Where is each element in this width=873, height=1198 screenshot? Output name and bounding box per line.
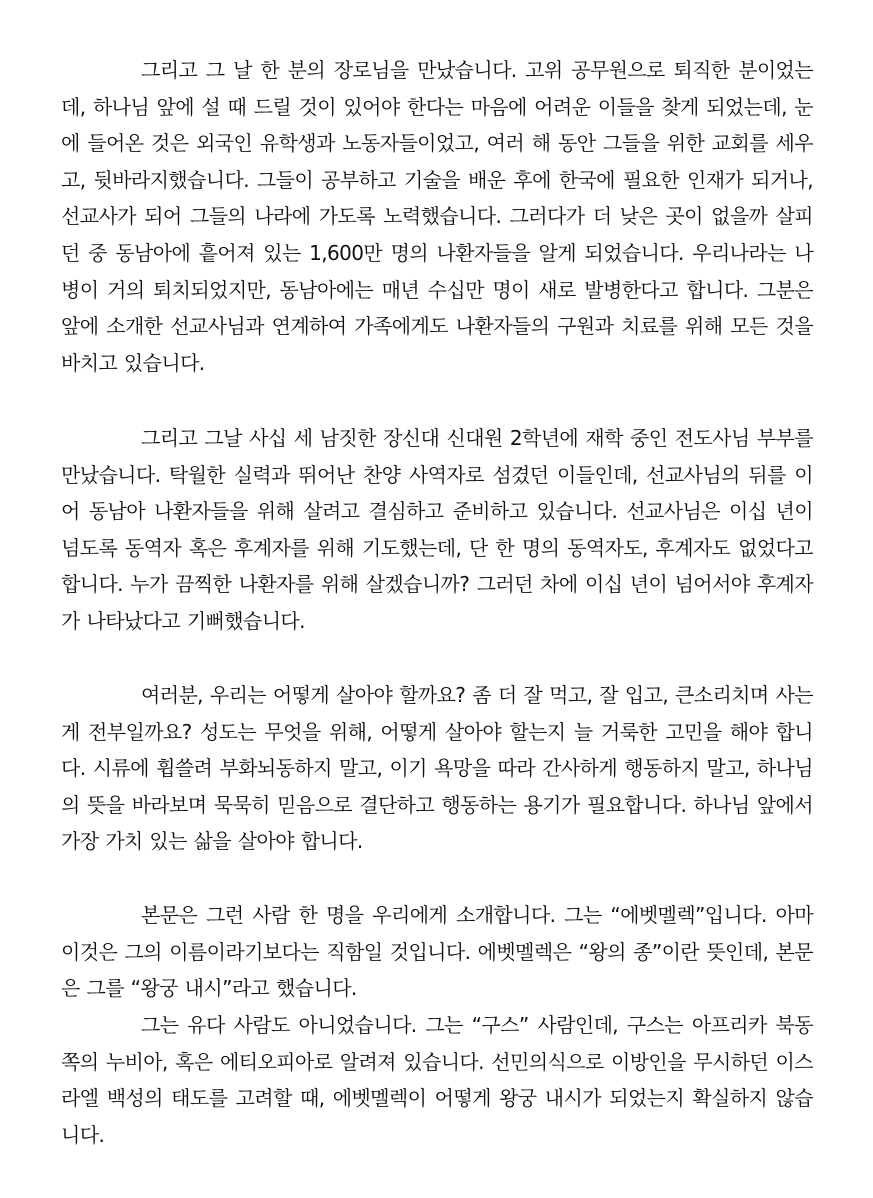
paragraph-ebed-melech-intro: 본문은 그런 사람 한 명을 우리에게 소개합니다. 그는 “에벳멜렉”입니다. 아마 이것은 그의 이름이라기보다는 직함일 것입니다. 에벳멜렉은 “왕의 종”이란 뜻인데, 본문은 그를 “왕궁 내시”라고 했습니다. xyxy=(61,903,813,1001)
paragraph-elder-story: 그리고 그 날 한 분의 장로님을 만났습니다. 고위 공무원으로 퇴직한 분이었는데, 하나님 앞에 설 때 드릴 것이 있어야 한다는 마음에 어려운 이들을 찾게 되었는데, 눈에 들어온 것은 외국인 유학생과 노동자들이었고, 여러 해 동안 그들을 위한 교회를 세우고, 뒷바라지했습니다. 그들이 공부하고 기술을 배운 후에 한국에 필요한 인재가 되거나, 선교사가 되어 그들의 나라에 가도록 노력했습니다. 그러다가 더 낮은 곳이 없을까 살피던 중 동남아에 흩어져 있는 1,600만 명의 나환자들을 알게 되었습니다. 우리나라는 나병이 거의 퇴치되었지만, 동남아에는 매년 수십만 명이 새로 발병한다고 합니다. 그분은 앞에 소개한 선교사님과 연계하여 가족에게도 나환자들의 구원과 치료를 위해 모든 것을 바치고 있습니다. xyxy=(61,58,813,375)
paragraph-evangelist-couple: 그리고 그날 사십 세 남짓한 장신대 신대원 2학년에 재학 중인 전도사님 부부를 만났습니다. 탁월한 실력과 뛰어난 찬양 사역자로 섬겼던 이들인데, 선교사님의 뒤를 이어 동남아 나환자들을 위해 살려고 결심하고 준비하고 있습니다. 선교사님은 이십 년이 넘도록 동역자 혹은 후계자를 위해 기도했는데, 단 한 명의 동역자도, 후계자도 없었다고 합니다. 누가 끔찍한 나환자를 위해 살겠습니까? 그러던 차에 이십 년이 넘어서야 후계자가 나타났다고 기뻐했습니다. xyxy=(61,426,813,633)
paragraph-how-to-live: 여러분, 우리는 어떻게 살아야 할까요? 좀 더 잘 먹고, 잘 입고, 큰소리치며 사는 게 전부일까요? 성도는 무엇을 위해, 어떻게 살아야 할는지 늘 거룩한 고민을 해야 합니다. 시류에 휩쓸려 부화뇌동하지 말고, 이기 욕망을 따라 간사하게 행동하지 말고, 하나님의 뜻을 바라보며 묵묵히 믿음으로 결단하고 행동하는 용기가 필요합니다. 하나님 앞에서 가장 가치 있는 삶을 살아야 합니다. xyxy=(61,683,813,854)
paragraph-cush-origin: 그는 유다 사람도 아니었습니다. 그는 “구스” 사람인데, 구스는 아프리카 북동쪽의 누비아, 혹은 에티오피아로 알려져 있습니다. 선민의식으로 이방인을 무시하던 이스라엘 백성의 태도를 고려할 때, 에벳멜렉이 어떻게 왕궁 내시가 되었는지 확실하지 않습니다. xyxy=(61,1013,813,1147)
